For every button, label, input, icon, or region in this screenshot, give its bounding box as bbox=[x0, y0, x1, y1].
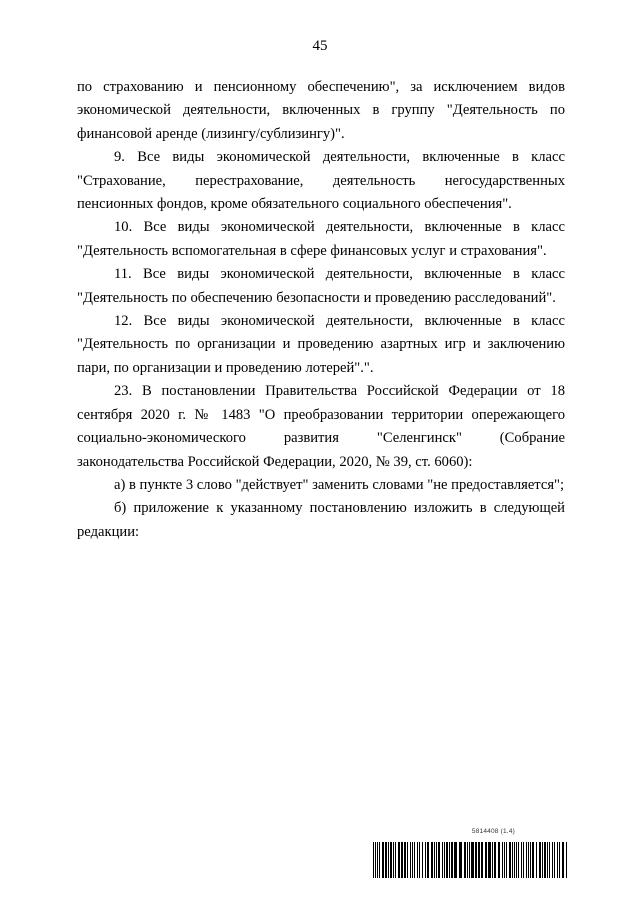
barcode-bar bbox=[398, 842, 400, 878]
barcode-bar bbox=[498, 842, 500, 878]
barcode-bar bbox=[375, 842, 376, 878]
paragraph-point-23: 23. В постановлении Правительства Российской Федерации от 18 сентября 2020 г. № 1483 "О преобразовании территории опережающего социально-экономического развития "Селенгинск" (Собрание законодательства Российской Федерации, 2020, № 39, ст. 6060): bbox=[77, 383, 565, 470]
barcode-bar bbox=[459, 842, 462, 878]
barcode-bar bbox=[523, 842, 524, 878]
barcode-bar bbox=[536, 842, 537, 878]
barcode-bar bbox=[438, 842, 440, 878]
paragraph-item-11: 11. Все виды экономической деятельности, включенные в класс "Деятельность по обеспечению безопасности и проведению расследований". bbox=[77, 266, 565, 306]
barcode-label: 5814408 (1.4) bbox=[471, 828, 515, 835]
barcode-bar bbox=[412, 842, 413, 878]
barcode-bar bbox=[454, 842, 457, 878]
barcode-bar bbox=[422, 842, 423, 878]
barcode-bar bbox=[442, 842, 443, 878]
barcode-bar bbox=[414, 842, 415, 878]
barcode-bar bbox=[379, 842, 380, 878]
barcode-bar bbox=[481, 842, 483, 878]
barcode-bar bbox=[532, 842, 534, 878]
barcode-bar bbox=[475, 842, 477, 878]
barcode-bar bbox=[554, 842, 555, 878]
barcode-bar bbox=[377, 842, 378, 878]
barcode-bar bbox=[444, 842, 445, 878]
barcode-bar bbox=[446, 842, 448, 878]
paragraph-item-12: 12. Все виды экономической деятельности, включенные в класс "Деятельность по организации и проведению азартных игр и заключению пари, по организации и проведению лотерей".". bbox=[77, 313, 565, 376]
barcode-bar bbox=[427, 842, 429, 878]
barcode-bar bbox=[407, 842, 408, 878]
barcode-bar bbox=[467, 842, 468, 878]
barcode-bar bbox=[451, 842, 453, 878]
barcode-bar bbox=[502, 842, 503, 878]
paragraph-continuation: по страхованию и пенсионному обеспечению", за исключением видов экономической деятельности, включенных в группу "Деятельность по финансовой аренде (лизингу/сублизингу)". bbox=[77, 79, 565, 142]
barcode-bar bbox=[488, 842, 491, 878]
barcode-bar bbox=[395, 842, 396, 878]
barcode-bar bbox=[373, 842, 374, 878]
barcode-icon bbox=[373, 842, 567, 878]
barcode-bar bbox=[528, 842, 529, 878]
paragraph-subpoint-b: б) приложение к указанному постановлению изложить в следующей редакции: bbox=[77, 500, 565, 540]
barcode-bar bbox=[547, 842, 548, 878]
barcode-bar bbox=[504, 842, 505, 878]
barcode-bar bbox=[562, 842, 564, 878]
barcode-bar bbox=[506, 842, 507, 878]
barcode-bar bbox=[436, 842, 437, 878]
document-barcode bbox=[373, 828, 567, 880]
barcode-bar bbox=[419, 842, 420, 878]
barcode-bar bbox=[449, 842, 450, 878]
barcode-bar bbox=[509, 842, 511, 878]
barcode-bar bbox=[390, 842, 392, 878]
barcode-bar bbox=[382, 842, 384, 878]
barcode-bar bbox=[464, 842, 466, 878]
barcode-bar bbox=[559, 842, 560, 878]
barcode-bar bbox=[431, 842, 433, 878]
barcode-bar bbox=[478, 842, 480, 878]
barcode-bar bbox=[492, 842, 493, 878]
barcode-bar bbox=[566, 842, 567, 878]
barcode-bar bbox=[417, 842, 418, 878]
barcode-bar bbox=[516, 842, 517, 878]
barcode-bar bbox=[542, 842, 543, 878]
barcode-bar bbox=[557, 842, 558, 878]
barcode-bar bbox=[512, 842, 513, 878]
barcode-bar bbox=[530, 842, 531, 878]
barcode-bar bbox=[539, 842, 541, 878]
barcode-bar bbox=[485, 842, 487, 878]
barcode-bar bbox=[552, 842, 553, 878]
barcode-bar bbox=[471, 842, 474, 878]
paragraph-subpoint-a: а) в пункте 3 слово "действует" заменить словами "не предоставляется"; bbox=[114, 476, 565, 493]
barcode-bar bbox=[385, 842, 387, 878]
barcode-bar bbox=[388, 842, 389, 878]
barcode-bar bbox=[549, 842, 550, 878]
barcode-bar bbox=[469, 842, 470, 878]
barcode-bar bbox=[404, 842, 406, 878]
barcode-bar bbox=[425, 842, 426, 878]
barcode-bar bbox=[494, 842, 496, 878]
page-number: 45 bbox=[312, 38, 328, 54]
barcode-bar bbox=[401, 842, 403, 878]
barcode-bar bbox=[434, 842, 435, 878]
barcode-bar bbox=[526, 842, 527, 878]
paragraph-item-9: 9. Все виды экономической деятельности, включенные в класс "Страхование, перестрахование, деятельность негосударственных пенсионных фондов, кроме обязательного социального обеспечения". bbox=[77, 149, 565, 213]
barcode-bar bbox=[544, 842, 546, 878]
paragraph-item-10: 10. Все виды экономической деятельности, включенные в класс "Деятельность вспомогательная в сфере финансовых услуг и страхования". bbox=[77, 219, 565, 259]
barcode-bar bbox=[518, 842, 519, 878]
barcode-bar bbox=[514, 842, 515, 878]
barcode-bar bbox=[393, 842, 394, 878]
document-body bbox=[77, 76, 565, 544]
barcode-bar bbox=[521, 842, 522, 878]
barcode-bar bbox=[410, 842, 411, 878]
